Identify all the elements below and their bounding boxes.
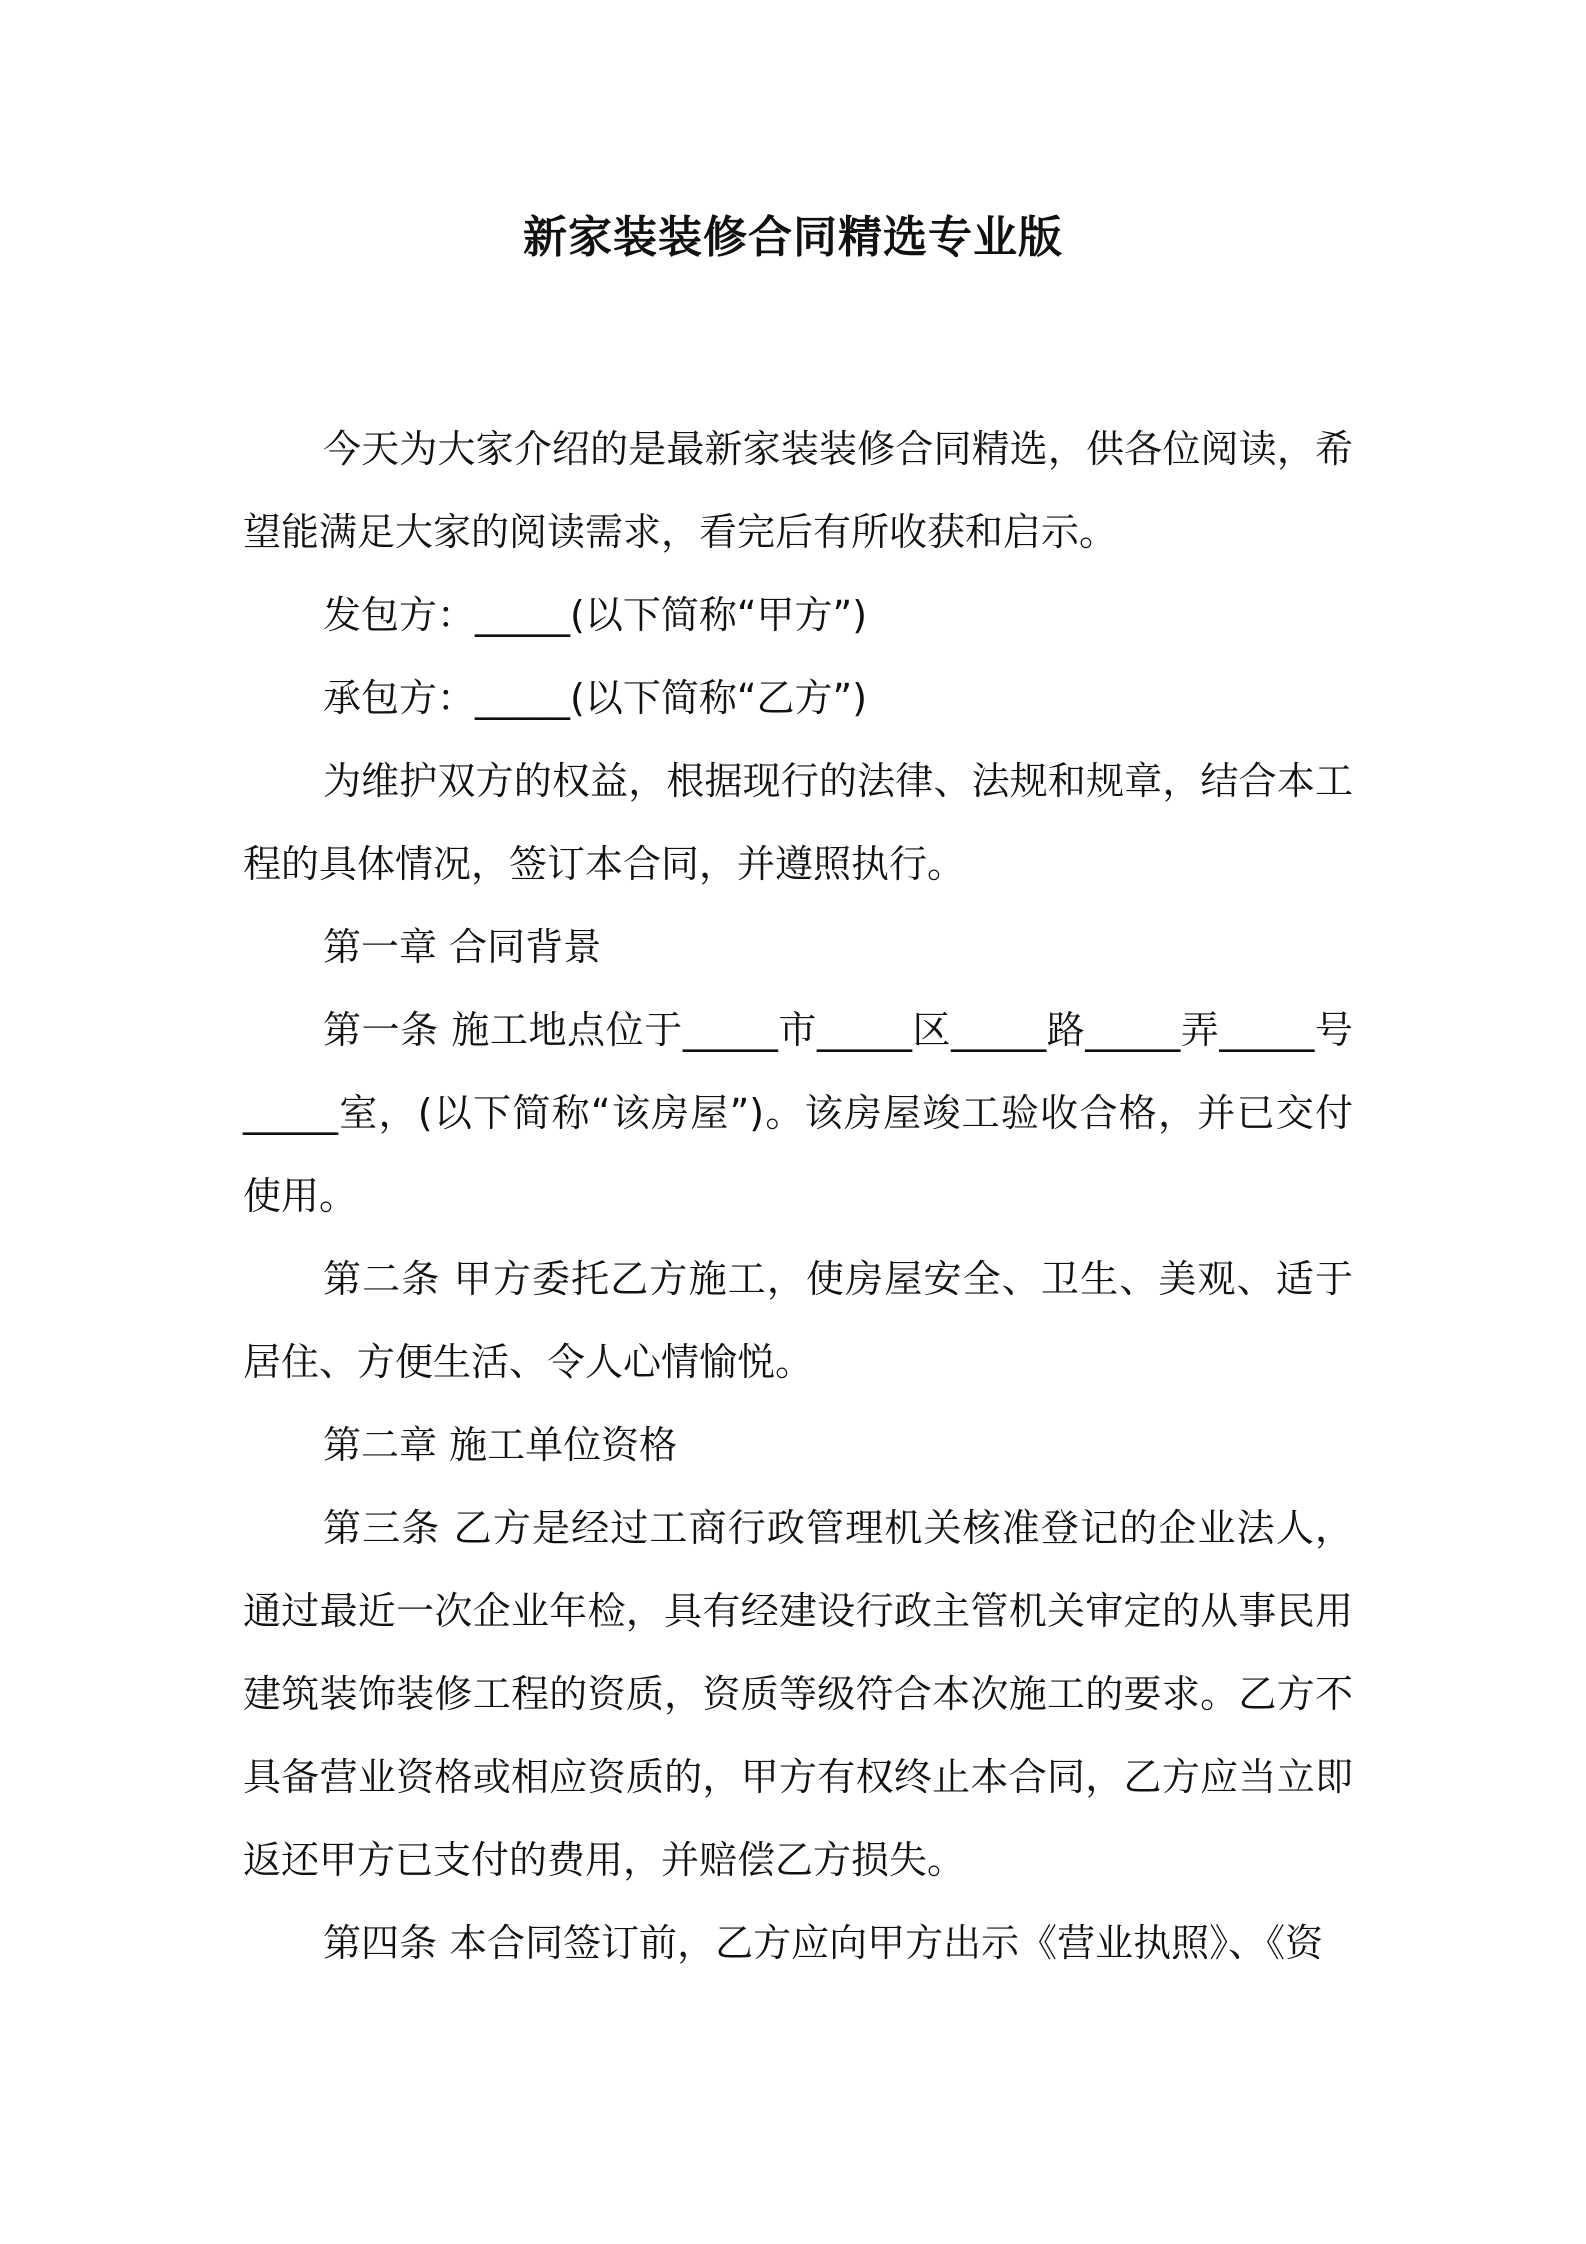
chapter-heading: 第二章 施工单位资格	[323, 1423, 678, 1467]
article-paragraph: 第二条 甲方委托乙方施工，使房屋安全、卫生、美观、适于居住、方便生活、令人心情愉悦。	[243, 1257, 1353, 1384]
document-body	[243, 408, 1353, 1985]
article-paragraph: 第一条 施工地点位于_____市_____区_____路_____弄_____号_____室，(以下简称“该房屋”)。该房屋竣工验收合格，并已交付使用。	[243, 1008, 1353, 1218]
purpose-paragraph: 为维护双方的权益，根据现行的法律、法规和规章，结合本工程的具体情况，签订本合同，并遵照执行。	[243, 759, 1353, 886]
party-a-line: 发包方：_____(以下简称“甲方”)	[323, 593, 868, 637]
article-paragraph: 第三条 乙方是经过工商行政管理机关核准登记的企业法人，通过最近一次企业年检，具有经建设行政主管机关审定的从事民用建筑装饰装修工程的资质，资质等级符合本次施工的要求。乙方不具备营业资格或相应资质的，甲方有权终止本合同，乙方应当立即返还甲方已支付的费用，并赔偿乙方损失。	[243, 1506, 1353, 1882]
party-b-line: 承包方：_____(以下简称“乙方”)	[323, 676, 868, 720]
chapter-heading: 第一章 合同背景	[323, 925, 602, 969]
article-paragraph: 第四条 本合同签订前，乙方应向甲方出示《营业执照》、《资	[323, 1921, 1324, 1965]
document-title: 新家装装修合同精选专业版	[523, 212, 1063, 263]
intro-paragraph: 今天为大家介绍的是最新家装装修合同精选，供各位阅读，希望能满足大家的阅读需求，看完后有所收获和启示。	[243, 427, 1353, 554]
